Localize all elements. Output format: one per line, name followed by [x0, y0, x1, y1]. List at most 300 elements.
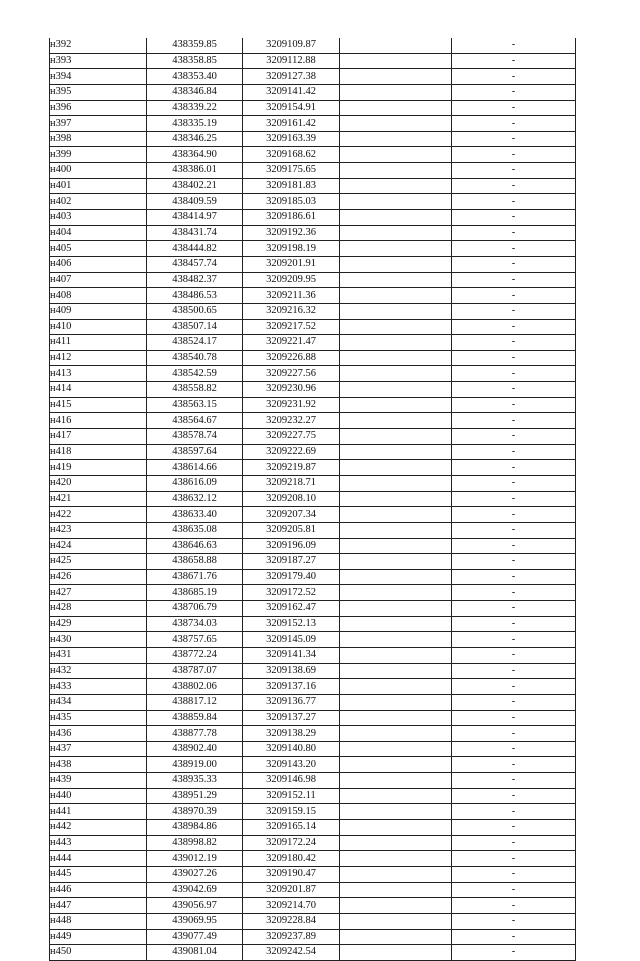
note-cell: -	[452, 773, 576, 789]
table-row	[50, 585, 576, 601]
note-cell: -	[452, 788, 576, 804]
blank-cell	[340, 131, 452, 147]
y-coordinate-cell: 3209141.42	[243, 84, 340, 100]
y-coordinate-cell: 3209112.88	[243, 53, 340, 69]
point-id-cell: н449	[50, 929, 147, 945]
y-coordinate-cell: 3209180.42	[243, 851, 340, 867]
table-row	[50, 663, 576, 679]
y-coordinate-cell: 3209145.09	[243, 632, 340, 648]
blank-cell	[340, 820, 452, 836]
note-cell: -	[452, 131, 576, 147]
table-row	[50, 413, 576, 429]
blank-cell	[340, 272, 452, 288]
table-row	[50, 444, 576, 460]
y-coordinate-cell: 3209185.03	[243, 194, 340, 210]
x-coordinate-cell: 438386.01	[147, 163, 243, 179]
table-row	[50, 460, 576, 476]
x-coordinate-cell: 438414.97	[147, 210, 243, 226]
y-coordinate-cell: 3209143.20	[243, 757, 340, 773]
table-row	[50, 53, 576, 69]
blank-cell	[340, 773, 452, 789]
blank-cell	[340, 866, 452, 882]
x-coordinate-cell: 438353.40	[147, 69, 243, 85]
x-coordinate-cell: 439042.69	[147, 882, 243, 898]
blank-cell	[340, 538, 452, 554]
point-id-cell: н417	[50, 429, 147, 445]
blank-cell	[340, 350, 452, 366]
point-id-cell: н428	[50, 601, 147, 617]
y-coordinate-cell: 3209198.19	[243, 241, 340, 257]
blank-cell	[340, 632, 452, 648]
blank-cell	[340, 601, 452, 617]
table-row	[50, 757, 576, 773]
x-coordinate-cell: 438685.19	[147, 585, 243, 601]
note-cell: -	[452, 210, 576, 226]
table-row	[50, 898, 576, 914]
table-row	[50, 554, 576, 570]
y-coordinate-cell: 3209216.32	[243, 303, 340, 319]
blank-cell	[340, 929, 452, 945]
x-coordinate-cell: 438507.14	[147, 319, 243, 335]
point-id-cell: н393	[50, 53, 147, 69]
point-id-cell: н433	[50, 679, 147, 695]
x-coordinate-cell: 438346.84	[147, 84, 243, 100]
x-coordinate-cell: 438757.65	[147, 632, 243, 648]
y-coordinate-cell: 3209179.40	[243, 569, 340, 585]
blank-cell	[340, 429, 452, 445]
x-coordinate-cell: 439077.49	[147, 929, 243, 945]
note-cell: -	[452, 147, 576, 163]
x-coordinate-cell: 438935.33	[147, 773, 243, 789]
blank-cell	[340, 554, 452, 570]
note-cell: -	[452, 319, 576, 335]
y-coordinate-cell: 3209218.71	[243, 475, 340, 491]
point-id-cell: н401	[50, 178, 147, 194]
point-id-cell: н406	[50, 256, 147, 272]
table-row	[50, 84, 576, 100]
x-coordinate-cell: 438346.25	[147, 131, 243, 147]
x-coordinate-cell: 438358.85	[147, 53, 243, 69]
y-coordinate-cell: 3209209.95	[243, 272, 340, 288]
table-row	[50, 835, 576, 851]
table-row	[50, 820, 576, 836]
x-coordinate-cell: 438984.86	[147, 820, 243, 836]
table-row	[50, 69, 576, 85]
note-cell: -	[452, 429, 576, 445]
x-coordinate-cell: 438706.79	[147, 601, 243, 617]
blank-cell	[340, 84, 452, 100]
note-cell: -	[452, 366, 576, 382]
x-coordinate-cell: 439081.04	[147, 945, 243, 961]
note-cell: -	[452, 225, 576, 241]
y-coordinate-cell: 3209172.52	[243, 585, 340, 601]
note-cell: -	[452, 491, 576, 507]
point-id-cell: н450	[50, 945, 147, 961]
y-coordinate-cell: 3209165.14	[243, 820, 340, 836]
note-cell: -	[452, 882, 576, 898]
note-cell: -	[452, 616, 576, 632]
y-coordinate-cell: 3209187.27	[243, 554, 340, 570]
blank-cell	[340, 569, 452, 585]
table-row	[50, 147, 576, 163]
x-coordinate-cell: 438658.88	[147, 554, 243, 570]
table-row	[50, 913, 576, 929]
y-coordinate-cell: 3209152.11	[243, 788, 340, 804]
table-row	[50, 397, 576, 413]
note-cell: -	[452, 679, 576, 695]
point-id-cell: н416	[50, 413, 147, 429]
point-id-cell: н445	[50, 866, 147, 882]
blank-cell	[340, 804, 452, 820]
note-cell: -	[452, 194, 576, 210]
note-cell: -	[452, 382, 576, 398]
y-coordinate-cell: 3209127.38	[243, 69, 340, 85]
x-coordinate-cell: 438902.40	[147, 741, 243, 757]
blank-cell	[340, 757, 452, 773]
note-cell: -	[452, 929, 576, 945]
note-cell: -	[452, 866, 576, 882]
table-row	[50, 256, 576, 272]
y-coordinate-cell: 3209228.84	[243, 913, 340, 929]
table-row	[50, 303, 576, 319]
point-id-cell: н400	[50, 163, 147, 179]
note-cell: -	[452, 288, 576, 304]
x-coordinate-cell: 438444.82	[147, 241, 243, 257]
note-cell: -	[452, 507, 576, 523]
table-row	[50, 694, 576, 710]
y-coordinate-cell: 3209207.34	[243, 507, 340, 523]
note-cell: -	[452, 460, 576, 476]
table-row	[50, 210, 576, 226]
x-coordinate-cell: 438500.65	[147, 303, 243, 319]
table-row	[50, 335, 576, 351]
note-cell: -	[452, 84, 576, 100]
point-id-cell: н420	[50, 475, 147, 491]
table-row	[50, 429, 576, 445]
table-row	[50, 616, 576, 632]
table-row	[50, 194, 576, 210]
point-id-cell: н432	[50, 663, 147, 679]
y-coordinate-cell: 3209232.27	[243, 413, 340, 429]
point-id-cell: н437	[50, 741, 147, 757]
blank-cell	[340, 225, 452, 241]
table-row	[50, 929, 576, 945]
blank-cell	[340, 100, 452, 116]
table-row	[50, 100, 576, 116]
y-coordinate-cell: 3209138.29	[243, 726, 340, 742]
note-cell: -	[452, 241, 576, 257]
x-coordinate-cell: 438402.21	[147, 178, 243, 194]
point-id-cell: н394	[50, 69, 147, 85]
point-id-cell: н431	[50, 647, 147, 663]
note-cell: -	[452, 710, 576, 726]
point-id-cell: н424	[50, 538, 147, 554]
point-id-cell: н446	[50, 882, 147, 898]
y-coordinate-cell: 3209175.65	[243, 163, 340, 179]
blank-cell	[340, 522, 452, 538]
y-coordinate-cell: 3209201.91	[243, 256, 340, 272]
note-cell: -	[452, 69, 576, 85]
x-coordinate-cell: 439056.97	[147, 898, 243, 914]
x-coordinate-cell: 438951.29	[147, 788, 243, 804]
point-id-cell: н397	[50, 116, 147, 132]
point-id-cell: н435	[50, 710, 147, 726]
y-coordinate-cell: 3209181.83	[243, 178, 340, 194]
table-row	[50, 851, 576, 867]
table-row	[50, 272, 576, 288]
note-cell: -	[452, 413, 576, 429]
blank-cell	[340, 116, 452, 132]
table-row	[50, 288, 576, 304]
note-cell: -	[452, 569, 576, 585]
point-id-cell: н444	[50, 851, 147, 867]
blank-cell	[340, 288, 452, 304]
blank-cell	[340, 851, 452, 867]
x-coordinate-cell: 438877.78	[147, 726, 243, 742]
point-id-cell: н395	[50, 84, 147, 100]
table-row	[50, 679, 576, 695]
x-coordinate-cell: 438802.06	[147, 679, 243, 695]
point-id-cell: н399	[50, 147, 147, 163]
y-coordinate-cell: 3209154.91	[243, 100, 340, 116]
point-id-cell: н436	[50, 726, 147, 742]
table-row	[50, 882, 576, 898]
point-id-cell: н403	[50, 210, 147, 226]
coordinates-table-body	[50, 38, 576, 960]
table-row	[50, 178, 576, 194]
point-id-cell: н429	[50, 616, 147, 632]
y-coordinate-cell: 3209230.96	[243, 382, 340, 398]
table-row	[50, 116, 576, 132]
point-id-cell: н434	[50, 694, 147, 710]
table-row	[50, 366, 576, 382]
blank-cell	[340, 397, 452, 413]
y-coordinate-cell: 3209172.24	[243, 835, 340, 851]
table-row	[50, 507, 576, 523]
blank-cell	[340, 585, 452, 601]
blank-cell	[340, 194, 452, 210]
x-coordinate-cell: 438540.78	[147, 350, 243, 366]
blank-cell	[340, 319, 452, 335]
note-cell: -	[452, 38, 576, 53]
blank-cell	[340, 679, 452, 695]
table-row	[50, 945, 576, 961]
blank-cell	[340, 382, 452, 398]
point-id-cell: н408	[50, 288, 147, 304]
blank-cell	[340, 335, 452, 351]
note-cell: -	[452, 163, 576, 179]
point-id-cell: н392	[50, 38, 147, 53]
table-row	[50, 163, 576, 179]
blank-cell	[340, 303, 452, 319]
point-id-cell: н414	[50, 382, 147, 398]
y-coordinate-cell: 3209219.87	[243, 460, 340, 476]
note-cell: -	[452, 663, 576, 679]
table-row	[50, 773, 576, 789]
point-id-cell: н412	[50, 350, 147, 366]
note-cell: -	[452, 820, 576, 836]
blank-cell	[340, 210, 452, 226]
y-coordinate-cell: 3209226.88	[243, 350, 340, 366]
note-cell: -	[452, 116, 576, 132]
x-coordinate-cell: 438616.09	[147, 475, 243, 491]
x-coordinate-cell: 438970.39	[147, 804, 243, 820]
point-id-cell: н426	[50, 569, 147, 585]
note-cell: -	[452, 726, 576, 742]
x-coordinate-cell: 438339.22	[147, 100, 243, 116]
x-coordinate-cell: 438486.53	[147, 288, 243, 304]
y-coordinate-cell: 3209196.09	[243, 538, 340, 554]
y-coordinate-cell: 3209214.70	[243, 898, 340, 914]
y-coordinate-cell: 3209138.69	[243, 663, 340, 679]
blank-cell	[340, 147, 452, 163]
x-coordinate-cell: 438632.12	[147, 491, 243, 507]
table-row	[50, 866, 576, 882]
blank-cell	[340, 460, 452, 476]
point-id-cell: н396	[50, 100, 147, 116]
point-id-cell: н409	[50, 303, 147, 319]
note-cell: -	[452, 835, 576, 851]
point-id-cell: н410	[50, 319, 147, 335]
blank-cell	[340, 241, 452, 257]
x-coordinate-cell: 438646.63	[147, 538, 243, 554]
blank-cell	[340, 507, 452, 523]
y-coordinate-cell: 3209141.34	[243, 647, 340, 663]
y-coordinate-cell: 3209201.87	[243, 882, 340, 898]
x-coordinate-cell: 438409.59	[147, 194, 243, 210]
y-coordinate-cell: 3209221.47	[243, 335, 340, 351]
point-id-cell: н425	[50, 554, 147, 570]
blank-cell	[340, 726, 452, 742]
blank-cell	[340, 710, 452, 726]
table-row	[50, 131, 576, 147]
y-coordinate-cell: 3209168.62	[243, 147, 340, 163]
point-id-cell: н404	[50, 225, 147, 241]
x-coordinate-cell: 438364.90	[147, 147, 243, 163]
y-coordinate-cell: 3209136.77	[243, 694, 340, 710]
note-cell: -	[452, 554, 576, 570]
blank-cell	[340, 413, 452, 429]
note-cell: -	[452, 256, 576, 272]
y-coordinate-cell: 3209231.92	[243, 397, 340, 413]
point-id-cell: н419	[50, 460, 147, 476]
point-id-cell: н427	[50, 585, 147, 601]
y-coordinate-cell: 3209222.69	[243, 444, 340, 460]
point-id-cell: н398	[50, 131, 147, 147]
x-coordinate-cell: 438998.82	[147, 835, 243, 851]
table-row	[50, 788, 576, 804]
note-cell: -	[452, 898, 576, 914]
x-coordinate-cell: 438787.07	[147, 663, 243, 679]
blank-cell	[340, 835, 452, 851]
blank-cell	[340, 694, 452, 710]
y-coordinate-cell: 3209242.54	[243, 945, 340, 961]
y-coordinate-cell: 3209137.16	[243, 679, 340, 695]
x-coordinate-cell: 438635.08	[147, 522, 243, 538]
y-coordinate-cell: 3209140.80	[243, 741, 340, 757]
note-cell: -	[452, 335, 576, 351]
x-coordinate-cell: 439069.95	[147, 913, 243, 929]
point-id-cell: н442	[50, 820, 147, 836]
y-coordinate-cell: 3209227.56	[243, 366, 340, 382]
note-cell: -	[452, 851, 576, 867]
x-coordinate-cell: 438482.37	[147, 272, 243, 288]
note-cell: -	[452, 694, 576, 710]
y-coordinate-cell: 3209146.98	[243, 773, 340, 789]
y-coordinate-cell: 3209186.61	[243, 210, 340, 226]
x-coordinate-cell: 438919.00	[147, 757, 243, 773]
blank-cell	[340, 475, 452, 491]
blank-cell	[340, 647, 452, 663]
point-id-cell: н402	[50, 194, 147, 210]
blank-cell	[340, 913, 452, 929]
y-coordinate-cell: 3209162.47	[243, 601, 340, 617]
note-cell: -	[452, 601, 576, 617]
note-cell: -	[452, 741, 576, 757]
x-coordinate-cell: 438359.85	[147, 38, 243, 53]
note-cell: -	[452, 178, 576, 194]
blank-cell	[340, 163, 452, 179]
x-coordinate-cell: 438563.15	[147, 397, 243, 413]
blank-cell	[340, 945, 452, 961]
y-coordinate-cell: 3209190.47	[243, 866, 340, 882]
blank-cell	[340, 491, 452, 507]
table-row	[50, 225, 576, 241]
x-coordinate-cell: 438817.12	[147, 694, 243, 710]
note-cell: -	[452, 585, 576, 601]
y-coordinate-cell: 3209109.87	[243, 38, 340, 53]
point-id-cell: н439	[50, 773, 147, 789]
note-cell: -	[452, 350, 576, 366]
note-cell: -	[452, 303, 576, 319]
point-id-cell: н422	[50, 507, 147, 523]
y-coordinate-cell: 3209205.81	[243, 522, 340, 538]
blank-cell	[340, 663, 452, 679]
blank-cell	[340, 69, 452, 85]
x-coordinate-cell: 438335.19	[147, 116, 243, 132]
blank-cell	[340, 178, 452, 194]
table-row	[50, 569, 576, 585]
point-id-cell: н438	[50, 757, 147, 773]
y-coordinate-cell: 3209159.15	[243, 804, 340, 820]
blank-cell	[340, 38, 452, 53]
point-id-cell: н448	[50, 913, 147, 929]
y-coordinate-cell: 3209211.36	[243, 288, 340, 304]
note-cell: -	[452, 444, 576, 460]
table-row	[50, 522, 576, 538]
note-cell: -	[452, 522, 576, 538]
blank-cell	[340, 53, 452, 69]
point-id-cell: н430	[50, 632, 147, 648]
table-row	[50, 804, 576, 820]
table-row	[50, 538, 576, 554]
x-coordinate-cell: 438614.66	[147, 460, 243, 476]
note-cell: -	[452, 647, 576, 663]
table-row	[50, 726, 576, 742]
x-coordinate-cell: 438558.82	[147, 382, 243, 398]
blank-cell	[340, 616, 452, 632]
note-cell: -	[452, 272, 576, 288]
x-coordinate-cell: 438578.74	[147, 429, 243, 445]
note-cell: -	[452, 632, 576, 648]
x-coordinate-cell: 438671.76	[147, 569, 243, 585]
x-coordinate-cell: 439012.19	[147, 851, 243, 867]
blank-cell	[340, 788, 452, 804]
note-cell: -	[452, 100, 576, 116]
table-row	[50, 38, 576, 53]
x-coordinate-cell: 438457.74	[147, 256, 243, 272]
y-coordinate-cell: 3209208.10	[243, 491, 340, 507]
